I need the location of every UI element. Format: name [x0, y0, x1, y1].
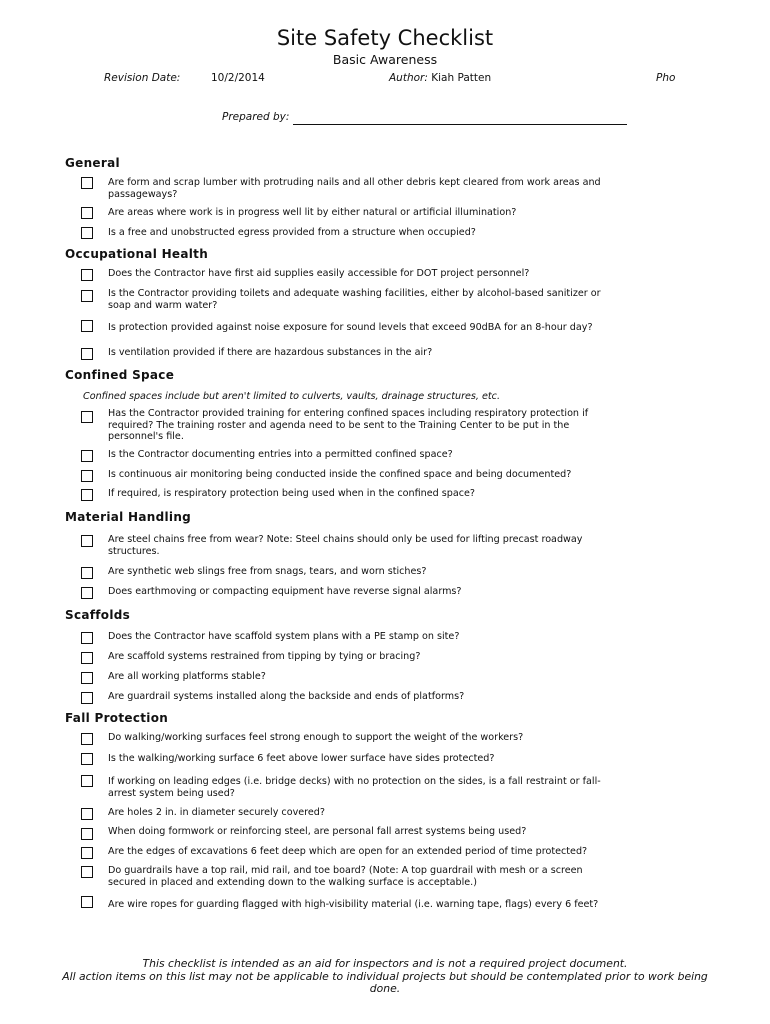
checklist-checkbox[interactable]: [81, 470, 93, 482]
checklist-item: [108, 807, 613, 819]
page-title: Site Safety Checklist: [276, 26, 494, 50]
checklist-checkbox[interactable]: [81, 652, 93, 664]
revision-date-value: 10/2/2014: [211, 72, 265, 84]
checklist-item: [108, 534, 613, 557]
checklist-item: [108, 227, 613, 239]
checklist-item-text: Are form and scrap lumber with protruding nails and all other debris kept cleared from work areas and: [108, 177, 601, 188]
checklist-checkbox[interactable]: [81, 567, 93, 579]
checklist-item-text: passageways?: [108, 188, 178, 200]
checklist-item-text: Are the edges of excavations 6 feet deep which are open for an extended period of time protected?: [108, 846, 588, 857]
checklist-item-text: secured in placed and extending down to the walking surface is acceptable.): [108, 876, 477, 888]
checklist-item-text: Does the Contractor have scaffold system plans with a PE stamp on site?: [108, 631, 460, 642]
checklist-item-text: Are guardrail systems installed along the backside and ends of platforms?: [108, 691, 465, 702]
checklist-item-text: Are scaffold systems restrained from tipping by tying or bracing?: [108, 651, 421, 662]
checklist-checkbox[interactable]: [81, 207, 93, 219]
footer-line-1: This checklist is intended as an aid for inspectors and is not a required project document.: [142, 957, 628, 970]
checklist-checkbox[interactable]: [81, 411, 93, 423]
checklist-item: [108, 207, 613, 219]
checklist-item: [108, 488, 613, 500]
checklist-checkbox[interactable]: [81, 847, 93, 859]
checklist-item-text: Are areas where work is in progress well lit by either natural or artificial illumination?: [108, 207, 517, 218]
phone-label: Pho: [656, 72, 676, 84]
checklist-item: [108, 865, 613, 888]
checklist-item-text: Is the Contractor providing toilets and adequate washing facilities, either by alcohol-based sanitizer or: [108, 288, 601, 299]
checklist-item: [108, 651, 613, 663]
checklist-item: [108, 408, 613, 443]
checklist-checkbox[interactable]: [81, 672, 93, 684]
checklist-item-text: Is ventilation provided if there are hazardous substances in the air?: [108, 347, 433, 358]
checklist-checkbox[interactable]: [81, 753, 93, 765]
section-note: Confined spaces include but aren't limited to culverts, vaults, drainage structures, etc.: [83, 391, 501, 402]
checklist-item-text: soap and warm water?: [108, 299, 218, 311]
checklist-checkbox[interactable]: [81, 269, 93, 281]
checklist-item-text: Are synthetic web slings free from snags, tears, and worn stiches?: [108, 566, 427, 577]
checklist-item: [108, 631, 613, 643]
section-heading: Scaffolds: [65, 608, 131, 622]
checklist-checkbox[interactable]: [81, 348, 93, 360]
checklist-item: [108, 826, 613, 838]
checklist-item-text: Is protection provided against noise exposure for sound levels that exceed 90dBA for an 8-hour day?: [108, 322, 593, 333]
checklist-checkbox[interactable]: [81, 227, 93, 239]
checklist-item-text: Is continuous air monitoring being conducted inside the confined space and being documented?: [108, 469, 572, 480]
checklist-checkbox[interactable]: [81, 177, 93, 189]
checklist-item: [108, 322, 613, 334]
checklist-checkbox[interactable]: [81, 320, 93, 332]
checklist-item-text: required? The training roster and agenda need to be sent to the Training Center to be put in the: [108, 419, 570, 431]
checklist-item-text: If required, is respiratory protection being used when in the confined space?: [108, 488, 476, 499]
checklist-item: [108, 732, 613, 744]
footer-line-2: All action items on this list may not be applicable to individual projects but should be contemplated prior to work being done.: [62, 969, 708, 995]
checklist-checkbox[interactable]: [81, 632, 93, 644]
checklist-item-text: Does earthmoving or compacting equipment have reverse signal alarms?: [108, 586, 462, 597]
author-field: [389, 72, 491, 84]
checklist-item: [108, 566, 613, 578]
prepared-by-label: Prepared by:: [222, 111, 290, 123]
checklist-item: [108, 177, 613, 200]
checklist-checkbox[interactable]: [81, 733, 93, 745]
author-value: Kiah Patten: [431, 72, 492, 84]
checklist-item-text: Is a free and unobstructed egress provided from a structure when occupied?: [108, 227, 476, 238]
author-label: Author:: [389, 72, 428, 84]
checklist-item-text: If working on leading edges (i.e. bridge decks) with no protection on the sides, is a fall restraint or fall-: [108, 776, 601, 787]
checklist-item-text: When doing formwork or reinforcing steel, are personal fall arrest systems being used?: [108, 826, 527, 837]
checklist-item-text: Are all working platforms stable?: [108, 671, 266, 682]
checklist-checkbox[interactable]: [81, 489, 93, 501]
checklist-item: [108, 469, 613, 481]
checklist-checkbox[interactable]: [81, 828, 93, 840]
checklist-item: [108, 347, 613, 359]
checklist-item: [108, 691, 613, 703]
checklist-checkbox[interactable]: [81, 450, 93, 462]
checklist-item-text: Are wire ropes for guarding flagged with high-visibility material (i.e. warning tape, flags) every 6 feet?: [108, 899, 599, 910]
checklist-checkbox[interactable]: [81, 692, 93, 704]
checklist-item-text: arrest system being used?: [108, 787, 235, 799]
checklist-item-text: Do guardrails have a top rail, mid rail, and toe board? (Note: A top guardrail with mesh or a screen: [108, 865, 583, 876]
checklist-checkbox[interactable]: [81, 866, 93, 878]
revision-date-label: Revision Date:: [104, 72, 181, 84]
checklist-item-text: Does the Contractor have first aid supplies easily accessible for DOT project personnel?: [108, 268, 530, 279]
checklist-item: [108, 846, 613, 858]
checklist-checkbox[interactable]: [81, 587, 93, 599]
checklist-item-text: Are holes 2 in. in diameter securely covered?: [108, 807, 325, 818]
checklist-item-text: structures.: [108, 545, 160, 557]
checklist-item-text: Has the Contractor provided training for entering confined spaces including respiratory protection if: [108, 408, 589, 419]
checklist-checkbox[interactable]: [81, 535, 93, 547]
section-heading: Material Handling: [65, 510, 192, 524]
checklist-item: [108, 288, 613, 311]
section-heading: Confined Space: [65, 368, 175, 382]
footer-note: [0, 958, 770, 996]
checklist-item: [108, 753, 613, 765]
checklist-item: [108, 776, 613, 799]
checklist-item-text: personnel's file.: [108, 431, 184, 442]
checklist-checkbox[interactable]: [81, 775, 93, 787]
checklist-item-text: Is the walking/working surface 6 feet above lower surface have sides protected?: [108, 753, 495, 764]
checklist-item: [108, 671, 613, 683]
checklist-item-text: Is the Contractor documenting entries into a permitted confined space?: [108, 449, 453, 460]
page-subtitle: Basic Awareness: [332, 52, 438, 67]
checklist-item: [108, 899, 613, 911]
section-heading: Occupational Health: [65, 247, 209, 261]
checklist-checkbox[interactable]: [81, 808, 93, 820]
checklist-checkbox[interactable]: [81, 290, 93, 302]
checklist-item-text: Are steel chains free from wear? Note: Steel chains should only be used for lifting precast roadway: [108, 534, 583, 545]
checklist-item-text: Do walking/working surfaces feel strong enough to support the weight of the workers?: [108, 732, 524, 743]
checklist-item: [108, 449, 613, 461]
section-heading: General: [65, 156, 120, 170]
checklist-item: [108, 268, 613, 280]
prepared-by-signature-line[interactable]: [293, 124, 627, 125]
checklist-item: [108, 586, 613, 598]
checklist-checkbox[interactable]: [81, 896, 93, 908]
section-heading: Fall Protection: [65, 711, 169, 725]
